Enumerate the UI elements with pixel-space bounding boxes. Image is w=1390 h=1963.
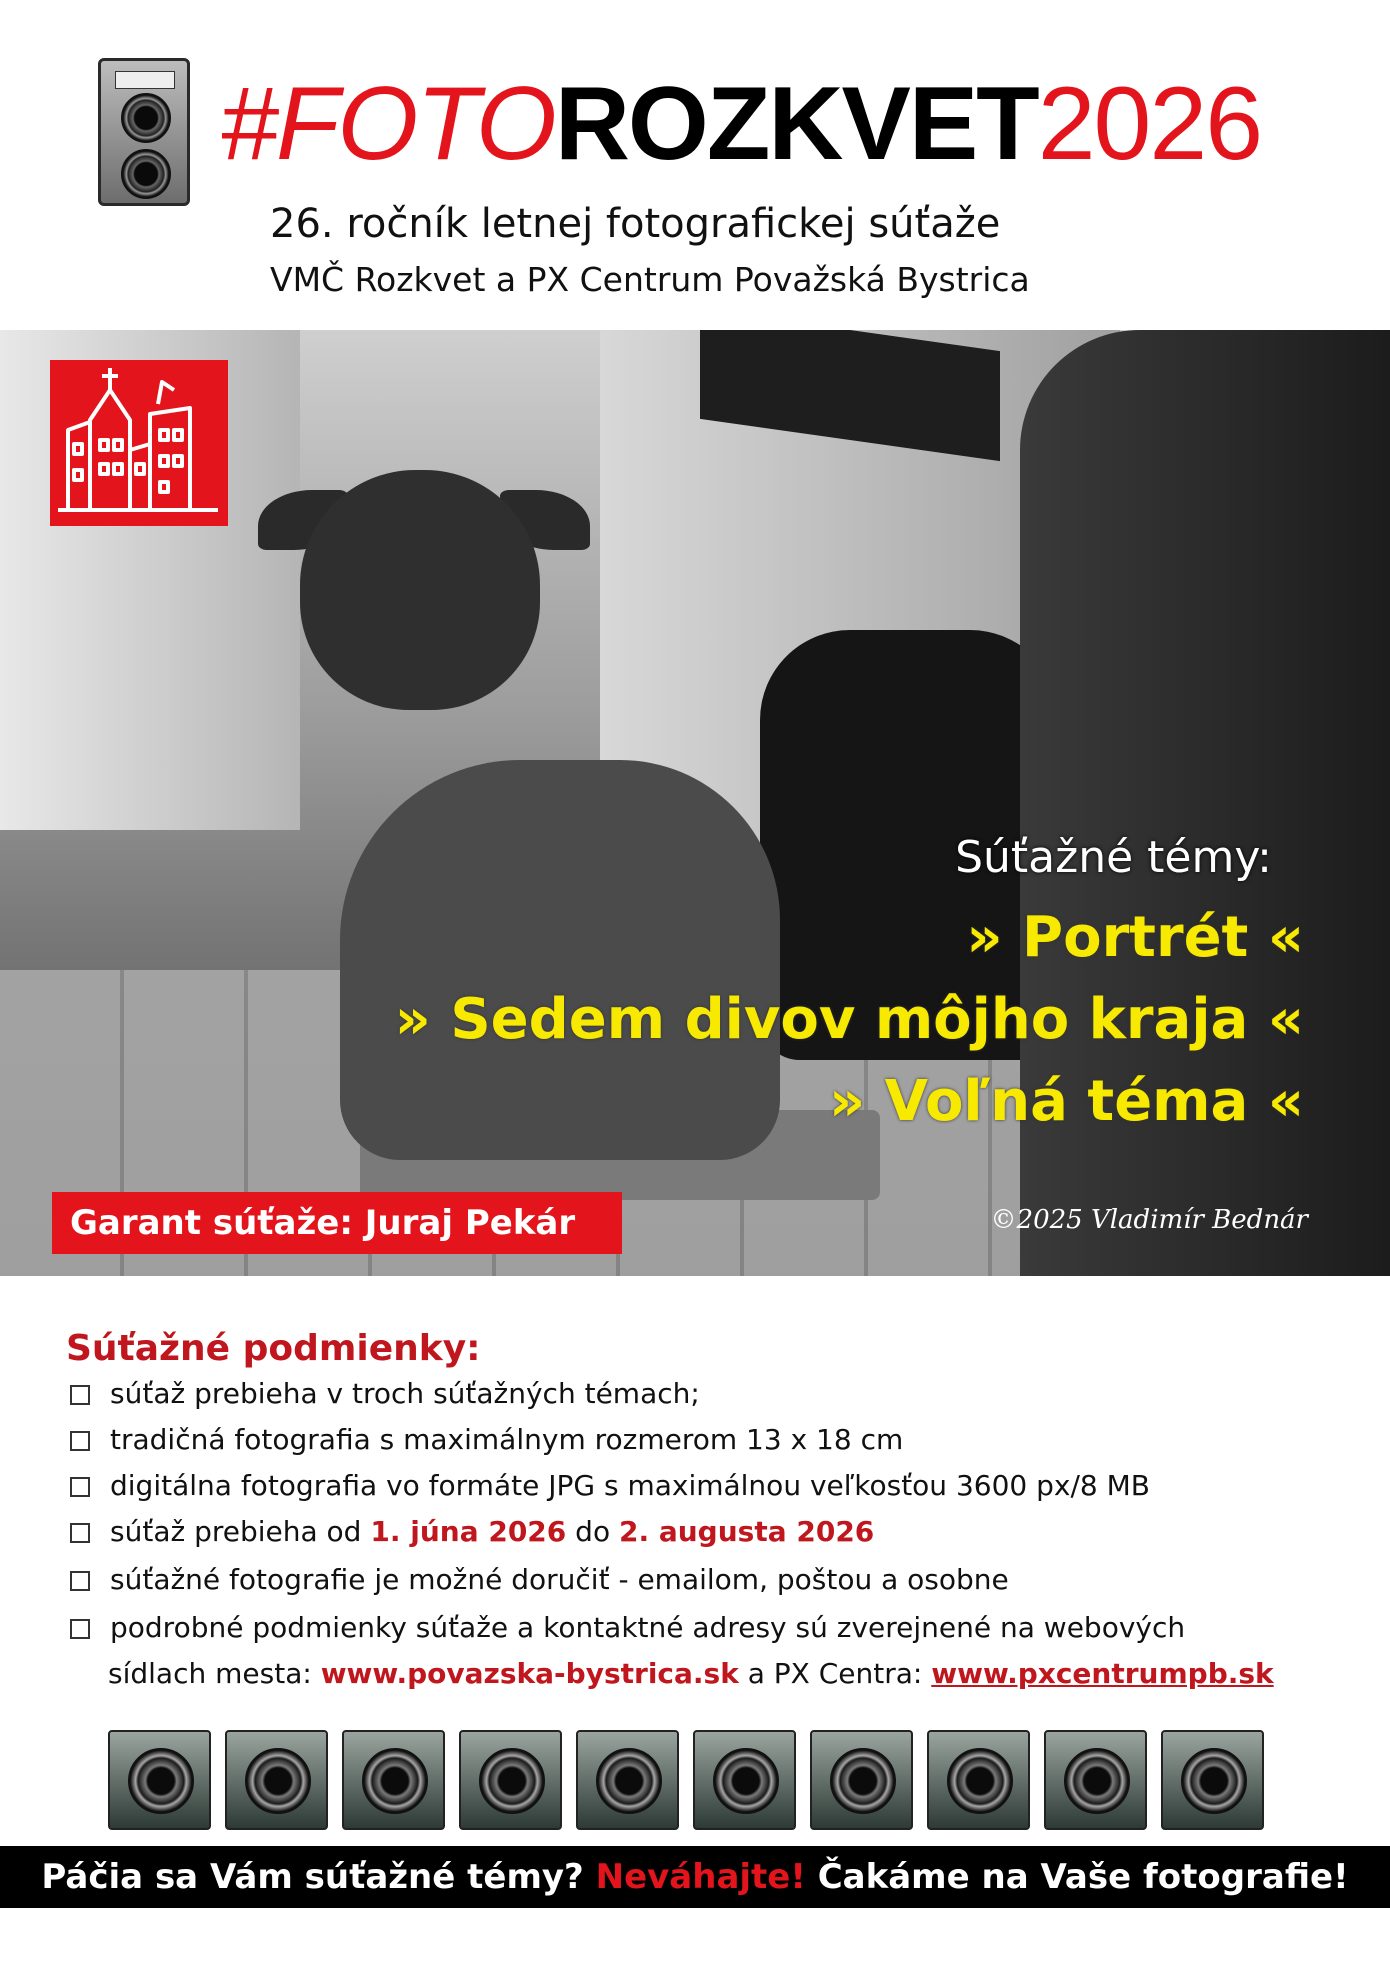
garant-label: Garant súťaže: Juraj Pekár — [52, 1192, 622, 1254]
condition-item — [70, 1560, 1009, 1600]
dates-mid: do — [575, 1515, 611, 1548]
condition-item-dates — [70, 1512, 874, 1552]
checkbox-icon — [70, 1431, 90, 1451]
title-rozkvet: ROZKVET — [554, 66, 1038, 182]
condition-text: súťažné fotografie je možné doručiť - emailom, poštou a osobne — [110, 1563, 1009, 1596]
condition-item-details — [70, 1608, 1185, 1648]
photo-credit: ©2025 Vladimír Bednár — [990, 1205, 1308, 1235]
camera-icon — [225, 1730, 328, 1830]
dates-prefix: súťaž prebieha od — [110, 1515, 362, 1548]
camera-icon — [1161, 1730, 1264, 1830]
footer-banner — [0, 1846, 1390, 1908]
date-to: 2. augusta 2026 — [618, 1515, 875, 1548]
camera-icon — [927, 1730, 1030, 1830]
camera-lens-icon — [1181, 1748, 1247, 1814]
camera-lens-icon — [947, 1748, 1013, 1814]
condition-item — [70, 1466, 1150, 1506]
footer-invite: Čakáme na Vaše fotografie! — [817, 1857, 1349, 1897]
px-centrum-link[interactable]: www.pxcentrumpb.sk — [931, 1657, 1274, 1690]
date-from: 1. júna 2026 — [370, 1515, 567, 1548]
condition-item — [70, 1374, 700, 1414]
checkbox-icon — [70, 1619, 90, 1639]
camera-icon — [342, 1730, 445, 1830]
camera-lens-icon — [362, 1748, 428, 1814]
camera-lens-icon — [479, 1748, 545, 1814]
camera-icon — [693, 1730, 796, 1830]
checkbox-icon — [70, 1385, 90, 1405]
camera-icon — [108, 1730, 211, 1830]
camera-logo-icon — [98, 58, 190, 206]
camera-lens-icon — [713, 1748, 779, 1814]
topics-heading: Súťažné témy: — [955, 832, 1272, 883]
page-title — [220, 58, 1261, 188]
photo-dog-head — [300, 470, 540, 710]
topic-portrait: » Portrét « — [966, 905, 1304, 970]
checkbox-icon — [70, 1523, 90, 1543]
camera-nameplate — [115, 71, 175, 89]
footer-cta: Neváhajte! — [595, 1857, 806, 1897]
title-year: 2026 — [1037, 66, 1262, 182]
condition-item — [70, 1420, 903, 1460]
camera-lens-icon — [121, 93, 171, 143]
topic-seven-wonders: » Sedem divov môjho kraja « — [394, 987, 1304, 1052]
condition-text: tradičná fotografia s maximálnym rozmerom 13 x 18 cm — [110, 1423, 904, 1456]
details-text: podrobné podmienky súťaže a kontaktné adresy sú zverejnené na webových — [110, 1611, 1186, 1644]
footer-question: Páčia sa Vám súťažné témy? — [41, 1857, 584, 1897]
camera-lens-icon — [245, 1748, 311, 1814]
camera-lens-icon — [830, 1748, 896, 1814]
camera-lens-icon — [128, 1748, 194, 1814]
camera-lens-icon — [596, 1748, 662, 1814]
camera-lens-icon — [121, 149, 171, 199]
city-website-link[interactable]: www.povazska-bystrica.sk — [320, 1657, 739, 1690]
checkbox-icon — [70, 1571, 90, 1591]
details-prefix: sídlach mesta: — [108, 1657, 312, 1690]
topic-free: » Voľná téma « — [829, 1069, 1304, 1134]
camera-strip — [108, 1730, 1278, 1830]
subtitle-edition: 26. ročník letnej fotografickej súťaže — [270, 201, 1001, 247]
checkbox-icon — [70, 1477, 90, 1497]
subtitle-organizers: VMČ Rozkvet a PX Centrum Považská Bystrica — [270, 260, 1030, 299]
title-foto: #FOTO — [220, 66, 555, 182]
condition-text: súťaž prebieha v troch súťažných témach; — [110, 1377, 700, 1410]
camera-icon — [810, 1730, 913, 1830]
camera-icon — [459, 1730, 562, 1830]
camera-icon — [576, 1730, 679, 1830]
conditions-heading: Súťažné podmienky: — [66, 1328, 481, 1369]
condition-text: digitálna fotografia vo formáte JPG s maximálnou veľkosťou 3600 px/8 MB — [110, 1469, 1150, 1502]
photo-dog-body — [340, 760, 780, 1160]
details-mid: a PX Centra: — [747, 1657, 923, 1690]
camera-lens-icon — [1064, 1748, 1130, 1814]
church-drawing-icon — [50, 360, 228, 526]
details-links-line — [108, 1654, 1274, 1694]
camera-icon — [1044, 1730, 1147, 1830]
rozkvet-logo-icon — [50, 360, 228, 526]
